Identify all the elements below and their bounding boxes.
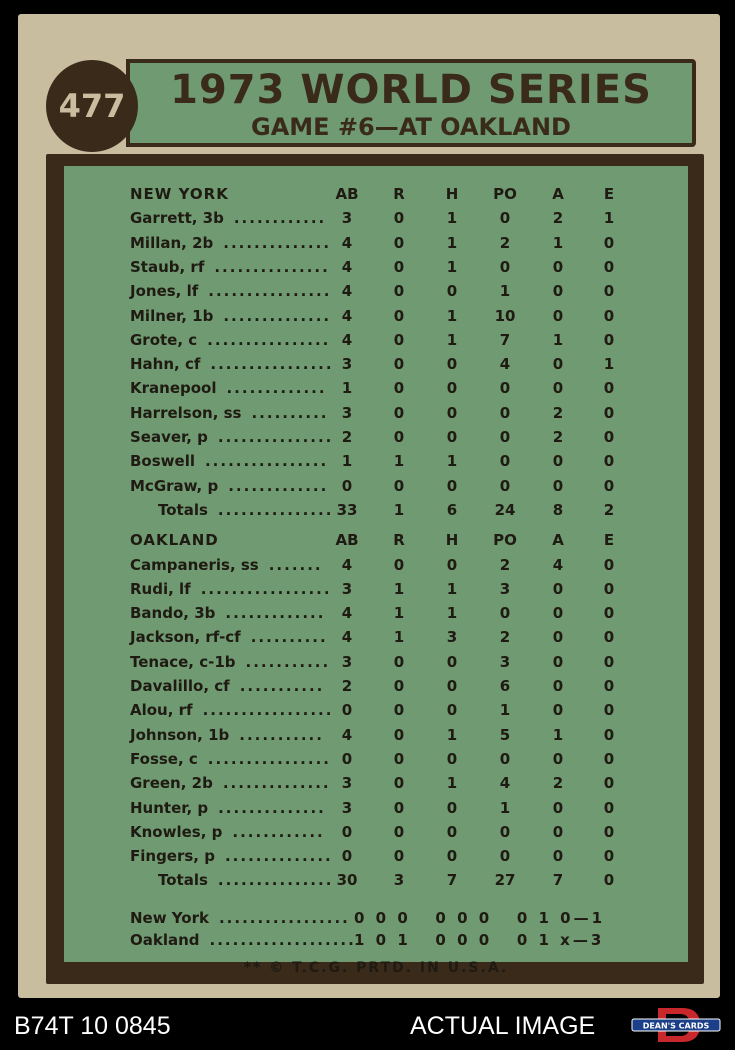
player-row — [64, 820, 692, 844]
player-name: Kranepool — [130, 379, 217, 398]
stat-cell: 7 — [552, 871, 564, 890]
stat-cell: 0 — [393, 774, 405, 793]
stat-cell: 1 — [341, 379, 353, 398]
leader-dots: .......... — [251, 403, 329, 422]
leader-dots: ............ — [232, 822, 325, 841]
stat-cell: 0 — [603, 822, 615, 841]
stat-cell: 0 — [499, 847, 511, 866]
stat-cell: 0 — [393, 725, 405, 744]
leader-dots: .............. — [223, 306, 332, 325]
stat-cell: 0 — [446, 555, 458, 574]
stat-cell: 0 — [499, 452, 511, 471]
column-header: A — [552, 185, 564, 203]
player-row — [64, 723, 692, 747]
linescore-innings: 1 0 1 0 0 0 0 1 x—3 — [354, 930, 605, 949]
stat-cell: 0 — [341, 749, 353, 768]
stat-cell: 0 — [603, 403, 615, 422]
stat-cell: 0 — [393, 798, 405, 817]
stat-cell: 0 — [446, 403, 458, 422]
player-row — [64, 328, 692, 352]
stat-cell: 1 — [393, 579, 405, 598]
stat-cell: 0 — [393, 749, 405, 768]
box-score — [62, 164, 690, 976]
leader-dots: ................. — [202, 701, 334, 720]
card-title: 1973 WORLD SERIES — [170, 67, 652, 113]
player-row — [64, 279, 692, 303]
stat-cell: 0 — [393, 330, 405, 349]
leader-dots: ............... — [217, 871, 334, 890]
player-name: Campaneris, ss — [130, 555, 259, 574]
stat-cell: 4 — [341, 282, 353, 301]
copyright-footer: ** © T.C.G. PRTD. IN U.S.A. — [243, 960, 509, 976]
stat-cell: 0 — [603, 798, 615, 817]
leader-dots: ................ — [208, 282, 332, 301]
stat-cell: 0 — [552, 452, 564, 471]
stat-cell: 0 — [446, 282, 458, 301]
player-row — [64, 674, 692, 698]
stat-cell: 1 — [603, 209, 615, 228]
player-name: Millan, 2b — [130, 233, 214, 252]
stat-cell: 6 — [446, 500, 458, 519]
stat-cell: 1 — [499, 701, 511, 720]
stat-cell: 0 — [552, 579, 564, 598]
stat-cell: 0 — [499, 476, 511, 495]
stat-cell: 0 — [603, 306, 615, 325]
player-row — [64, 255, 692, 279]
stat-cell: 0 — [393, 822, 405, 841]
stat-cell: 1 — [393, 628, 405, 647]
leader-dots: ....... — [268, 555, 323, 574]
leader-dots: ............... — [214, 257, 330, 276]
stat-cell: 1 — [446, 306, 458, 325]
stat-cell: 0 — [393, 476, 405, 495]
stat-cell: 1 — [552, 233, 564, 252]
title-band — [126, 59, 696, 147]
player-name: Garrett, 3b — [130, 209, 224, 228]
column-header: E — [603, 185, 615, 203]
stat-cell: 1 — [446, 452, 458, 471]
stat-cell: 4 — [341, 628, 353, 647]
stat-cell: 0 — [603, 282, 615, 301]
stat-cell: 0 — [393, 652, 405, 671]
player-row — [64, 304, 692, 328]
stat-cell: 0 — [499, 604, 511, 623]
player-row — [64, 553, 692, 577]
stat-cell: 7 — [446, 871, 458, 890]
stat-cell: 0 — [603, 379, 615, 398]
linescore-team: New York — [130, 908, 209, 927]
stat-cell: 0 — [552, 701, 564, 720]
column-header: H — [445, 185, 459, 203]
stat-cell: 0 — [446, 749, 458, 768]
player-row — [64, 449, 692, 473]
stat-cell: 0 — [393, 428, 405, 446]
linescore-row — [64, 929, 692, 951]
leader-dots: ................ — [210, 355, 334, 374]
stat-cell: 33 — [336, 500, 358, 519]
stat-cell: 0 — [393, 701, 405, 720]
player-row — [64, 625, 692, 649]
leader-dots: ............ — [233, 209, 327, 228]
stat-cell: 0 — [341, 701, 353, 720]
leader-dots: ................... — [209, 930, 356, 949]
stat-cell: 0 — [552, 652, 564, 671]
linescore-team: Oakland — [130, 930, 200, 949]
player-name: Fingers, p — [130, 847, 215, 866]
stat-cell: 0 — [393, 306, 405, 325]
stat-cell: 1 — [393, 604, 405, 623]
leader-dots: ............. — [226, 379, 327, 398]
column-header: AB — [335, 531, 359, 550]
stat-cell: 0 — [446, 798, 458, 817]
player-row — [64, 577, 692, 601]
player-row — [64, 231, 692, 255]
player-name: Boswell — [130, 452, 195, 471]
player-name: Bando, 3b — [130, 604, 216, 623]
stat-cell: 4 — [552, 555, 564, 574]
stat-cell: 0 — [393, 282, 405, 301]
team-header-row — [64, 528, 692, 552]
stat-cell: 0 — [552, 476, 564, 495]
stat-cell: 0 — [393, 233, 405, 252]
leader-dots: ................ — [207, 330, 331, 349]
stat-cell: 0 — [446, 652, 458, 671]
player-name: Alou, rf — [130, 701, 193, 720]
stat-cell: 2 — [499, 628, 511, 647]
stat-cell: 3 — [341, 209, 353, 228]
player-row — [64, 650, 692, 674]
column-header: A — [552, 531, 564, 550]
stat-cell: 0 — [552, 379, 564, 398]
actual-image-label: ACTUAL IMAGE — [410, 1012, 596, 1040]
stat-cell: 1 — [446, 725, 458, 744]
stat-cell: 0 — [552, 355, 564, 374]
leader-dots: ............. — [228, 476, 329, 495]
stat-cell: 0 — [552, 282, 564, 301]
stat-cell: 0 — [446, 355, 458, 374]
stat-cell: 4 — [341, 604, 353, 623]
leader-dots: ................. — [218, 908, 350, 927]
stat-cell: 0 — [446, 677, 458, 695]
stat-cell: 0 — [603, 749, 615, 768]
stat-cell: 1 — [499, 282, 511, 301]
stat-cell: 4 — [499, 774, 511, 793]
card-number: 477 — [46, 60, 138, 152]
player-name: Green, 2b — [130, 774, 213, 793]
totals-label: Totals — [158, 871, 208, 890]
stat-cell: 0 — [499, 822, 511, 841]
stat-cell: 0 — [603, 847, 615, 866]
leader-dots: .............. — [222, 774, 331, 793]
stat-cell: 1 — [446, 233, 458, 252]
stat-cell: 0 — [552, 604, 564, 623]
player-name: Staub, rf — [130, 257, 205, 276]
stat-cell: 0 — [341, 476, 353, 495]
player-name: Harrelson, ss — [130, 403, 242, 422]
player-name: Davalillo, cf — [130, 677, 230, 695]
stat-cell: 0 — [552, 822, 564, 841]
player-name: Jackson, rf-cf — [130, 628, 241, 647]
stat-cell: 3 — [341, 652, 353, 671]
stat-cell: 0 — [446, 428, 458, 446]
player-row — [64, 425, 692, 449]
stat-cell: 3 — [446, 628, 458, 647]
player-name: Hahn, cf — [130, 355, 201, 374]
stat-cell: 30 — [336, 871, 358, 890]
leader-dots: .............. — [223, 233, 332, 252]
stat-cell: 0 — [552, 306, 564, 325]
stat-cell: 0 — [603, 701, 615, 720]
leader-dots: .............. — [218, 798, 326, 817]
logo-text: DEAN'S CARDS — [642, 1021, 710, 1031]
stat-cell: 2 — [552, 774, 564, 793]
column-header: AB — [335, 185, 359, 203]
stat-cell: 5 — [499, 725, 511, 744]
leader-dots: .............. — [224, 847, 333, 866]
player-row — [64, 796, 692, 820]
stat-cell: 0 — [499, 428, 511, 446]
stat-cell: 1 — [446, 604, 458, 623]
player-name: Grote, c — [130, 330, 198, 349]
totals-row — [64, 868, 692, 892]
player-name: Tenace, c-1b — [130, 652, 236, 671]
stat-cell: 1 — [446, 330, 458, 349]
stat-cell: 0 — [552, 749, 564, 768]
stat-cell: 3 — [341, 579, 353, 598]
stat-cell: 1 — [446, 579, 458, 598]
stat-cell: 4 — [341, 330, 353, 349]
stat-cell: 0 — [393, 355, 405, 374]
stat-cell: 3 — [341, 355, 353, 374]
stat-cell: 0 — [603, 233, 615, 252]
stat-cell: 0 — [446, 822, 458, 841]
stat-cell: 0 — [393, 677, 405, 695]
player-name: Fosse, c — [130, 749, 198, 768]
column-header: PO — [493, 531, 517, 550]
player-name: McGraw, p — [130, 476, 219, 495]
stat-cell: 10 — [494, 306, 516, 325]
stat-cell: 0 — [552, 257, 564, 276]
stat-cell: 0 — [499, 209, 511, 228]
stat-cell: 0 — [603, 579, 615, 598]
totals-label: Totals — [158, 500, 208, 519]
linescore — [64, 907, 692, 951]
stat-cell: 4 — [341, 233, 353, 252]
stat-cell: 2 — [341, 677, 353, 695]
stat-cell: 4 — [341, 725, 353, 744]
leader-dots: ............... — [217, 428, 334, 446]
player-name: Milner, 1b — [130, 306, 214, 325]
deans-cards-logo — [630, 1006, 722, 1044]
leader-dots: ............. — [225, 604, 326, 623]
stat-cell: 0 — [603, 330, 615, 349]
stat-cell: 0 — [552, 798, 564, 817]
stat-cell: 2 — [603, 500, 615, 519]
stat-cell: 1 — [499, 798, 511, 817]
team-name: OAKLAND — [130, 531, 219, 550]
stat-cell: 4 — [499, 355, 511, 374]
stat-cell: 0 — [446, 847, 458, 866]
team-name: NEW YORK — [130, 185, 229, 203]
stat-cell: 0 — [603, 628, 615, 647]
stat-cell: 1 — [446, 774, 458, 793]
player-row — [64, 698, 692, 722]
scan-id: B74T 10 0845 — [14, 1012, 171, 1040]
stat-cell: 4 — [341, 306, 353, 325]
player-name: Hunter, p — [130, 798, 209, 817]
stat-cell: 0 — [603, 774, 615, 793]
column-header: R — [393, 531, 405, 550]
stat-cell: 0 — [603, 725, 615, 744]
leader-dots: ........... — [239, 725, 324, 744]
column-header: E — [603, 531, 615, 550]
card-subtitle: GAME #6—AT OAKLAND — [251, 113, 571, 141]
player-row — [64, 474, 692, 498]
stat-cell: 2 — [552, 428, 564, 446]
stat-cell: 0 — [552, 677, 564, 695]
column-header: R — [393, 185, 405, 203]
leader-dots: ........... — [239, 677, 325, 695]
stat-cell: 0 — [603, 476, 615, 495]
stat-cell: 1 — [552, 330, 564, 349]
stat-cell: 0 — [499, 257, 511, 276]
stat-cell: 3 — [341, 774, 353, 793]
player-name: Jones, lf — [130, 282, 199, 301]
stat-cell: 2 — [552, 209, 564, 228]
baseball-card-back — [18, 14, 720, 998]
stat-cell: 3 — [499, 652, 511, 671]
stat-cell: 0 — [446, 379, 458, 398]
player-row — [64, 771, 692, 795]
player-row — [64, 206, 692, 230]
leader-dots: .......... — [250, 628, 328, 647]
stat-cell: 1 — [552, 725, 564, 744]
player-row — [64, 844, 692, 868]
player-row — [64, 376, 692, 400]
stat-cell: 0 — [603, 677, 615, 695]
column-header: PO — [493, 185, 517, 203]
stat-cell: 7 — [499, 330, 511, 349]
player-name: Johnson, 1b — [130, 725, 230, 744]
linescore-row — [64, 907, 692, 929]
totals-row — [64, 498, 692, 522]
bottom-bar — [0, 1000, 735, 1050]
stat-cell: 0 — [552, 847, 564, 866]
leader-dots: ................ — [204, 452, 329, 471]
stat-cell: 4 — [341, 555, 353, 574]
stat-cell: 0 — [603, 871, 615, 890]
stat-cell: 0 — [341, 847, 353, 866]
stat-cell: 2 — [552, 403, 564, 422]
stat-cell: 1 — [393, 500, 405, 519]
stat-cell: 0 — [603, 452, 615, 471]
stat-cell: 2 — [499, 233, 511, 252]
linescore-innings: 0 0 0 0 0 0 0 1 0—1 — [354, 908, 606, 927]
stat-cell: 8 — [552, 500, 564, 519]
player-name: Rudi, lf — [130, 579, 191, 598]
stat-cell: 0 — [603, 652, 615, 671]
stat-cell: 6 — [499, 677, 511, 695]
stat-cell: 0 — [499, 379, 511, 398]
player-row — [64, 352, 692, 376]
stat-cell: 0 — [393, 847, 405, 866]
leader-dots: ............... — [217, 500, 334, 519]
stat-cell: 0 — [446, 476, 458, 495]
stat-cell: 0 — [603, 428, 615, 446]
stat-cell: 0 — [393, 379, 405, 398]
stat-cell: 0 — [393, 257, 405, 276]
player-name: Seaver, p — [130, 428, 208, 446]
stat-cell: 1 — [446, 257, 458, 276]
stat-cell: 3 — [499, 579, 511, 598]
leader-dots: ................ — [207, 749, 331, 768]
stat-cell: 4 — [341, 257, 353, 276]
stat-cell: 27 — [494, 871, 516, 890]
leader-dots: ........... — [245, 652, 331, 671]
stat-cell: 1 — [603, 355, 615, 374]
column-header: H — [445, 531, 459, 550]
stat-cell: 1 — [446, 209, 458, 228]
stat-cell: 0 — [603, 555, 615, 574]
stat-cell: 3 — [393, 871, 405, 890]
stat-cell: 0 — [446, 701, 458, 720]
stat-cell: 24 — [494, 500, 516, 519]
player-row — [64, 401, 692, 425]
stat-cell: 0 — [341, 822, 353, 841]
stat-cell: 1 — [393, 452, 405, 471]
player-row — [64, 747, 692, 771]
stat-cell: 0 — [393, 209, 405, 228]
stat-cell: 0 — [393, 555, 405, 574]
stat-cell: 0 — [393, 403, 405, 422]
leader-dots: ................. — [200, 579, 332, 598]
team-header-row — [64, 182, 692, 206]
stat-cell: 2 — [499, 555, 511, 574]
stat-cell: 0 — [552, 628, 564, 647]
stat-cell: 0 — [603, 604, 615, 623]
stat-cell: 0 — [499, 749, 511, 768]
stat-cell: 3 — [341, 798, 353, 817]
player-name: Knowles, p — [130, 822, 223, 841]
player-row — [64, 601, 692, 625]
stat-cell: 0 — [603, 257, 615, 276]
stat-cell: 0 — [499, 403, 511, 422]
stat-cell: 2 — [341, 428, 353, 446]
stat-cell: 3 — [341, 403, 353, 422]
stat-cell: 1 — [341, 452, 353, 471]
